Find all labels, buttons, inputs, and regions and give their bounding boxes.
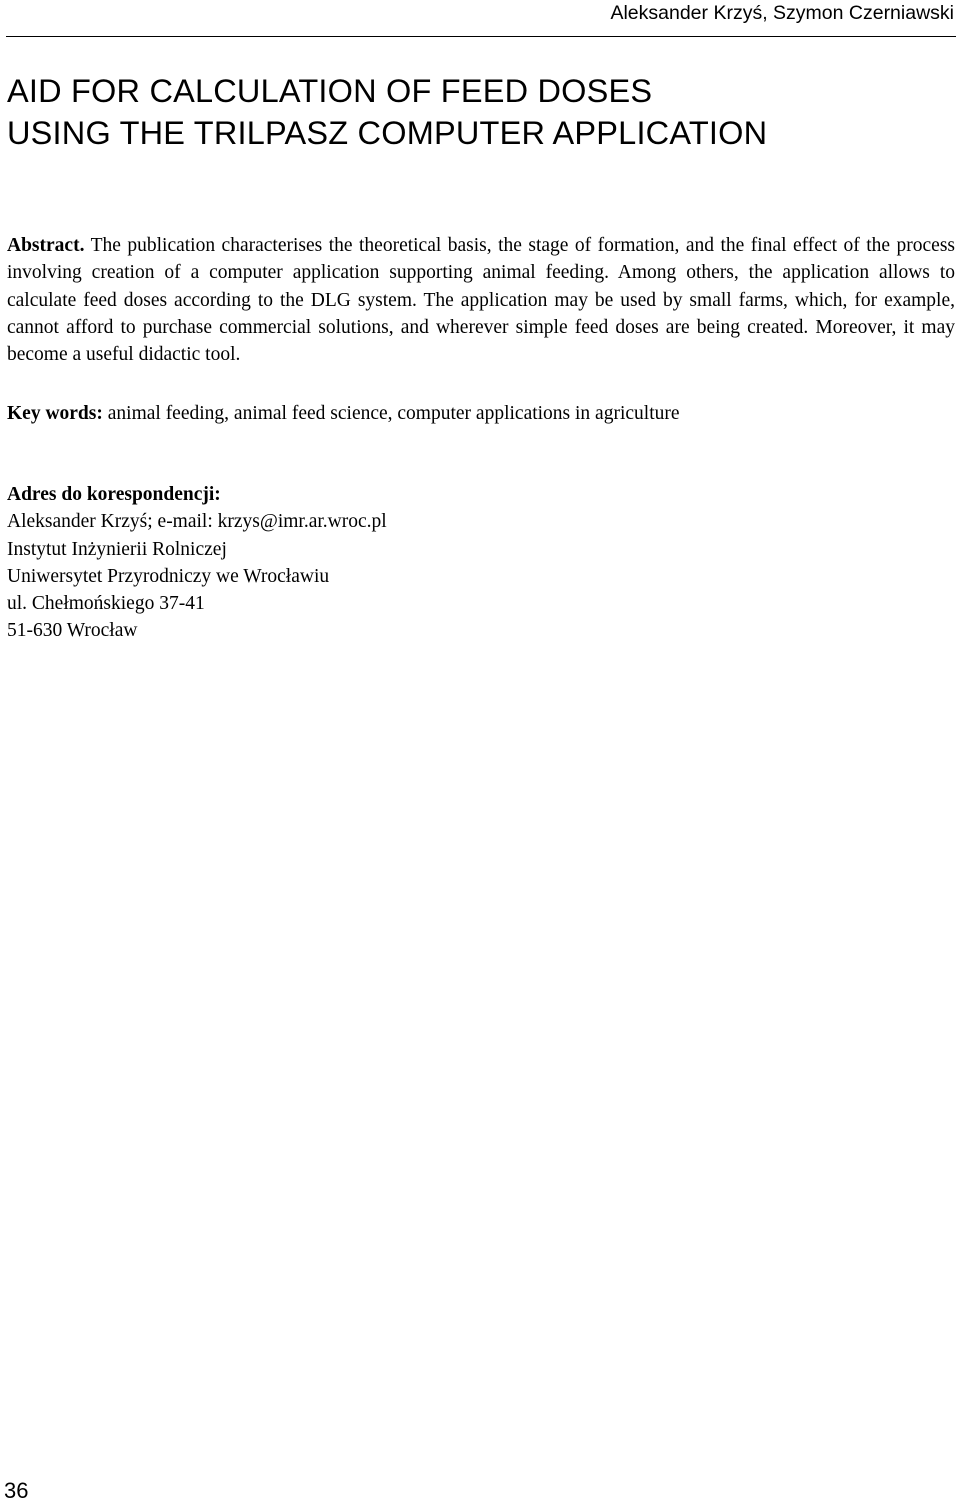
keywords-paragraph [7, 400, 955, 427]
correspondence-label: Adres do korespondencji: [7, 484, 221, 505]
correspondence-block [7, 481, 955, 645]
abstract-paragraph [7, 232, 955, 368]
abstract-label: Abstract. [7, 235, 85, 256]
paper-title-line-1: AID FOR CALCULATION OF FEED DOSES [7, 73, 653, 109]
paper-title-line-2: USING THE TRILPASZ COMPUTER APPLICATION [7, 115, 768, 151]
page-number: 36 [4, 1478, 29, 1503]
correspondence-contact: Aleksander Krzyś; e-mail: krzys@imr.ar.wroc.pl [7, 511, 387, 533]
keywords-text: animal feeding, animal feed science, computer applications in agriculture [102, 403, 680, 424]
correspondence-city: 51-630 Wrocław [7, 620, 138, 642]
correspondence-street: ul. Chełmońskiego 37-41 [7, 593, 205, 615]
paper-title [7, 70, 767, 154]
correspondence-university: Uniwersytet Przyrodniczy we Wrocławiu [7, 565, 330, 587]
abstract-text: The publication characterises the theoretical basis, the stage of formation, and the final effect of the process involving creation of a computer application supporting animal feeding. Among others, the application allows to calculate feed doses according to the DLG system. The application may be used by small farms, which, for example, cannot afford to purchase commercial solutions, and wherever simple feed doses are being created. Moreover, it may become a useful didactic tool. [7, 235, 955, 366]
correspondence-institute: Instytut Inżynierii Rolniczej [7, 538, 227, 560]
running-header-authors: Aleksander Krzyś, Szymon Czerniawski [610, 2, 954, 24]
header-divider [6, 36, 956, 37]
keywords-label: Key words: [7, 403, 103, 424]
